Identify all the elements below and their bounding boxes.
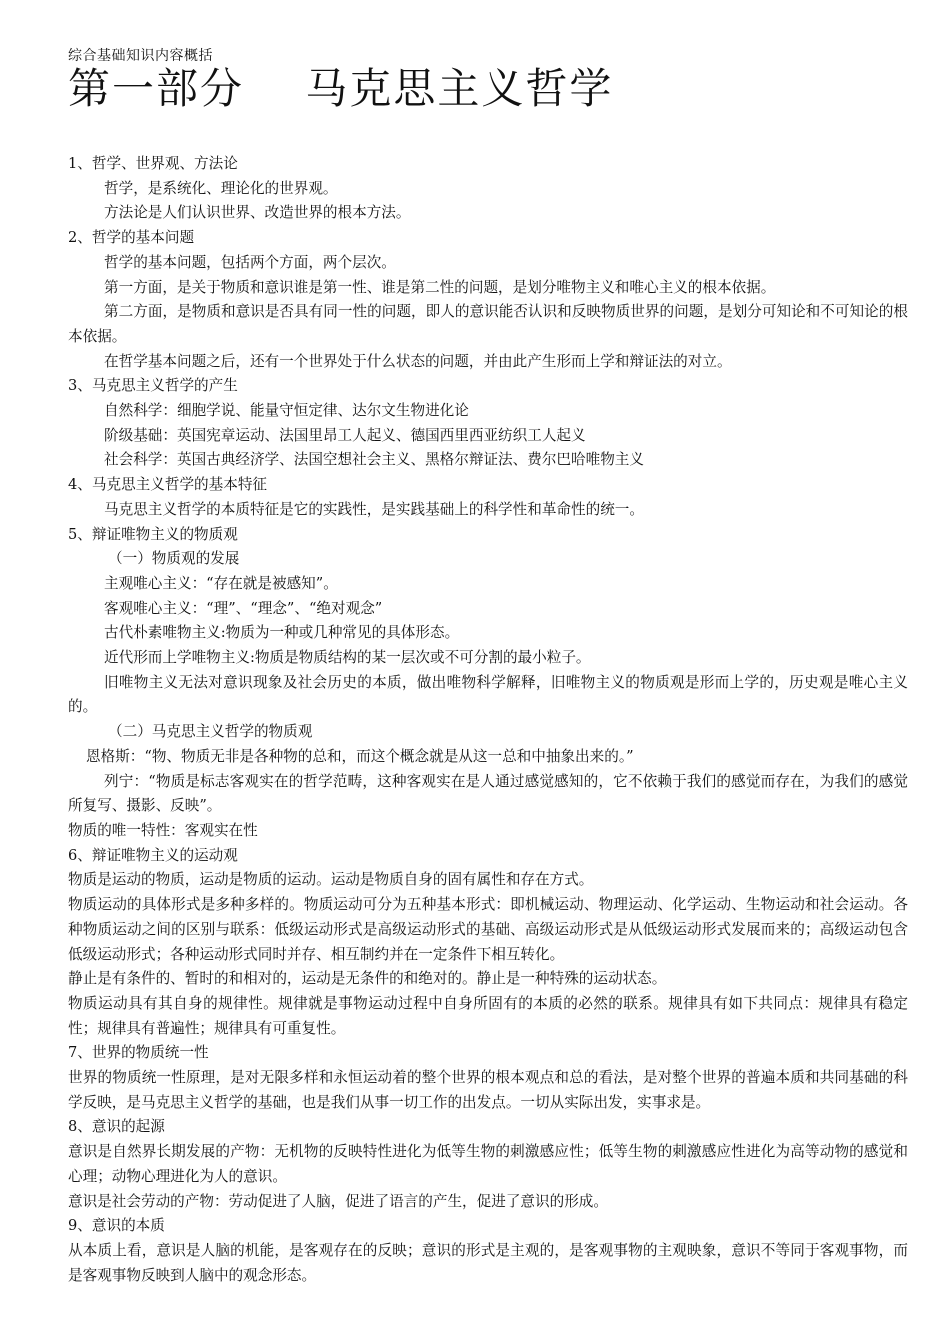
paragraph: 物质的唯一特性：客观实在性 — [68, 821, 258, 839]
paragraph: 8、意识的起源 — [68, 1118, 165, 1136]
indented-paragraph: 哲学，是系统化、理论化的世界观。 — [104, 179, 338, 197]
paragraph: 4、马克思主义哲学的基本特征 — [68, 476, 268, 494]
paragraph: 3、马克思主义哲学的产生 — [68, 377, 238, 395]
indented-paragraph: 第一方面，是关于物质和意识谁是第一性、谁是第二性的问题，是划分唯物主义和唯心主义的根本依据。 — [104, 278, 776, 296]
paragraph: 6、辩证唯物主义的运动观 — [68, 846, 238, 864]
paragraph: 物质是运动的物质，运动是物质的运动。运动是物质自身的固有属性和存在方式。 — [68, 871, 594, 889]
paragraph: 9、意识的本质 — [68, 1217, 165, 1235]
indented-paragraph: 古代朴素唯物主义:物质为一种或几种常见的具体形态。 — [104, 624, 460, 642]
indented-paragraph: 在哲学基本问题之后，还有一个世界处于什么状态的问题，并由此产生形而上学和辩证法的对立。 — [104, 352, 732, 370]
document-subtitle: 综合基础知识内容概括 — [68, 48, 213, 64]
indented-paragraph: 恩格斯：“物、物质无非是各种物的总和，而这个概念就是从这一总和中抽象出来的。” — [86, 747, 634, 765]
paragraph: 从本质上看，意识是人脑的机能，是客观存在的反映；意识的形式是主观的，是客观事物的主观映象，意识不等同于客观事物，而是客观事物反映到人脑中的观念形态。 — [68, 1241, 908, 1284]
indented-paragraph: 旧唯物主义无法对意识现象及社会历史的本质，做出唯物科学解释，旧唯物主义的物质观是形而上学的，历史观是唯心主义的。 — [68, 673, 908, 716]
indented-paragraph: 阶级基础：英国宪章运动、法国里昂工人起义、德国西里西亚纺织工人起义 — [104, 426, 586, 444]
paragraph: 静止是有条件的、暂时的和相对的，运动是无条件的和绝对的。静止是一种特殊的运动状态。 — [68, 970, 667, 988]
indented-paragraph: 马克思主义哲学的本质特征是它的实践性，是实践基础上的科学性和革命性的统一。 — [104, 500, 644, 518]
paragraph: 物质运动的具体形式是多种多样的。物质运动可分为五种基本形式：即机械运动、物理运动、化学运动、生物运动和社会运动。各种物质运动之间的区别与联系：低级运动形式是高级运动形式的基础、高级运动形式是从低级运动形式发展而来的；高级运动包含低级运动形式；各种运动形式同时并存、相互制约并在一定条件下相互转化。 — [68, 896, 908, 963]
paragraph: 物质运动具有其自身的规律性。规律就是事物运动过程中自身所固有的本质的必然的联系。规律具有如下共同点：规律具有稳定性；规律具有普遍性；规律具有可重复性。 — [68, 994, 908, 1037]
paragraph: 意识是自然界长期发展的产物：无机物的反映特性进化为低等生物的刺激感应性；低等生物的刺激感应性进化为高等动物的感觉和心理；动物心理进化为人的意识。 — [68, 1143, 908, 1185]
indented-paragraph: 社会科学：英国古典经济学、法国空想社会主义、黑格尔辩证法、费尔巴哈唯物主义 — [104, 451, 644, 469]
indented-paragraph: （二）马克思主义哲学的物质观 — [108, 723, 313, 741]
paragraph: 意识是社会劳动的产物：劳动促进了人脑，促进了语言的产生，促进了意识的形成。 — [68, 1192, 608, 1210]
paragraph: 1、哲学、世界观、方法论 — [68, 155, 238, 172]
indented-paragraph: （一）物质观的发展 — [108, 550, 240, 568]
paragraph: 7、世界的物质统一性 — [68, 1044, 209, 1062]
indented-paragraph: 近代形而上学唯物主义:物质是物质结构的某一层次或不可分割的最小粒子。 — [104, 649, 591, 667]
paragraph: 世界的物质统一性原理，是对无限多样和永恒运动着的整个世界的根本观点和总的看法，是对整个世界的普遍本质和共同基础的科学反映，是马克思主义哲学的基础，也是我们从事一切工作的出发点。一切从实际出发，实事求是。 — [68, 1069, 908, 1111]
indented-paragraph: 自然科学：细胞学说、能量守恒定律、达尔文生物进化论 — [104, 402, 469, 420]
paragraph: 2、哲学的基本问题 — [68, 229, 195, 247]
document-body — [68, 152, 908, 1288]
indented-paragraph: 主观唯心主义：“存在就是被感知”。 — [104, 574, 338, 592]
indented-paragraph: 方法论是人们认识世界、改造世界的根本方法。 — [104, 204, 411, 222]
document-page — [68, 48, 908, 1288]
indented-paragraph: 客观唯心主义：“理”、“理念”、“绝对观念” — [104, 599, 383, 617]
indented-paragraph: 列宁：“物质是标志客观实在的哲学范畴，这种客观实在是人通过感觉感知的，它不依赖于我们的感觉而存在，为我们的感觉所复写、摄影、反映”。 — [68, 772, 908, 815]
paragraph: 5、辩证唯物主义的物质观 — [68, 525, 238, 543]
indented-paragraph: 哲学的基本问题，包括两个方面，两个层次。 — [104, 253, 396, 271]
document-title: 第一部分 马克思主义哲学 — [68, 64, 614, 113]
indented-paragraph: 第二方面，是物质和意识是否具有同一性的问题，即人的意识能否认识和反映物质世界的问题，是划分可知论和不可知论的根本依据。 — [68, 303, 908, 345]
